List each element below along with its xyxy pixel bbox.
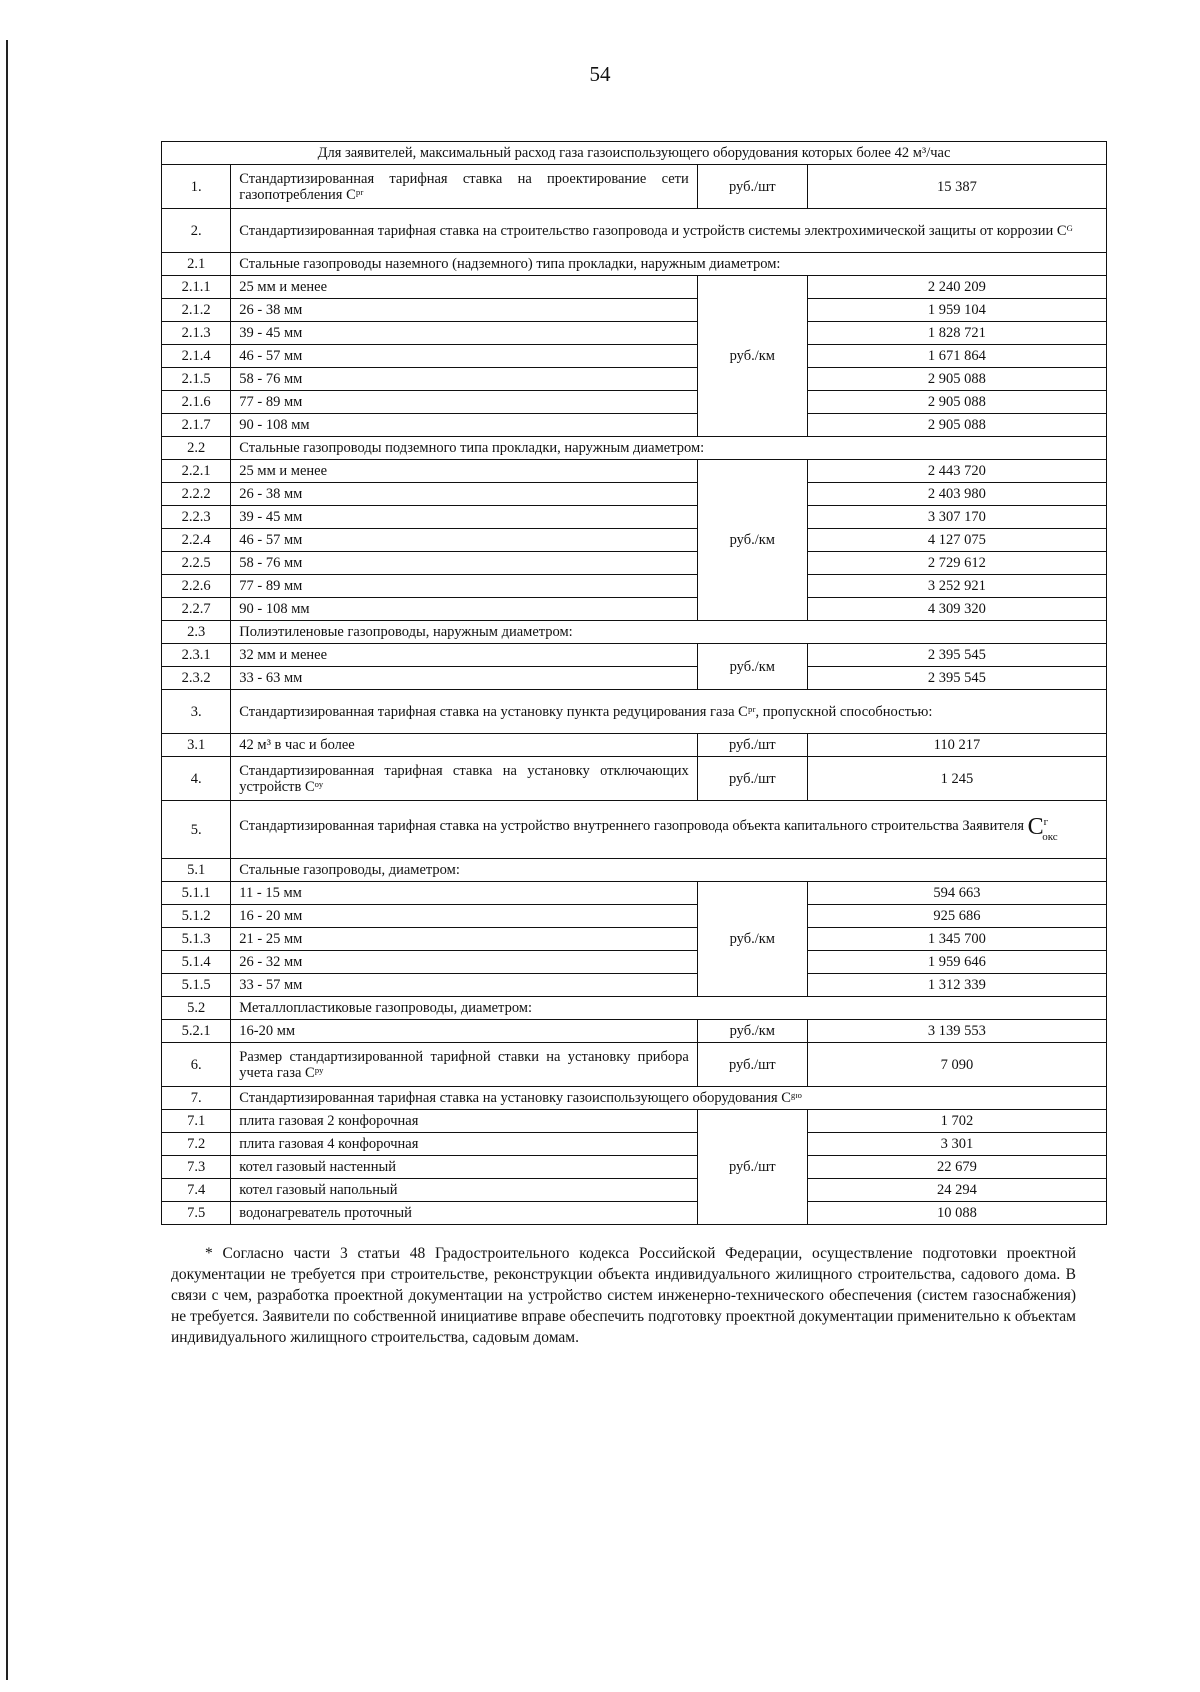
table-row <box>162 1020 1107 1043</box>
row-number: 5.1.4 <box>162 951 231 974</box>
row-number: 2.2.2 <box>162 483 231 506</box>
table-row <box>162 368 1107 391</box>
row-number: 5.1.3 <box>162 928 231 951</box>
row-number: 7.1 <box>162 1110 231 1133</box>
table-row <box>162 165 1107 209</box>
row-number: 5.1.5 <box>162 974 231 997</box>
table-header: Для заявителей, максимальный расход газа газоиспользующего оборудования которых более 42 м³/час <box>162 142 1107 165</box>
row-value: 1 312 339 <box>807 974 1106 997</box>
group-unit: руб./км <box>697 882 807 997</box>
table-row <box>162 644 1107 667</box>
footnote: * Согласно части 3 статьи 48 Градостроительного кодекса Российской Федерации, осуществление подготовки проектной документации не требуется при строительстве, реконструкции объекта индивидуального жилищного строительства, садового дома. В связи с чем, разработка проектной документации на устройство систем инженерно-технического обеспечения (систем газоснабжения) не требуется. Заявители по собственной инициативе вправе обеспечить подготовку проектной документации применительно к объектам индивидуального жилищного строительства, садовым домам. <box>171 1245 1076 1346</box>
group-unit: руб./км <box>697 644 807 690</box>
row-name: котел газовый напольный <box>231 1179 697 1202</box>
row-name: Стальные газопроводы, диаметром: <box>231 859 1107 882</box>
row-number: 2.2.7 <box>162 598 231 621</box>
tariff-table <box>161 141 1107 1225</box>
row-name: Металлопластиковые газопроводы, диаметром: <box>231 997 1107 1020</box>
scan-margin-line <box>6 40 8 1680</box>
row-name: 58 - 76 мм <box>231 552 697 575</box>
row-name: 77 - 89 мм <box>231 391 697 414</box>
row-name: 32 мм и менее <box>231 644 697 667</box>
row-unit: руб./шт <box>697 1043 807 1087</box>
row-unit: руб./шт <box>697 757 807 801</box>
row-number: 2.3.1 <box>162 644 231 667</box>
row-value: 2 395 545 <box>807 667 1106 690</box>
table-row <box>162 598 1107 621</box>
row-name: 39 - 45 мм <box>231 506 697 529</box>
table-row <box>162 1133 1107 1156</box>
row-value: 4 127 075 <box>807 529 1106 552</box>
row-number: 5.2 <box>162 997 231 1020</box>
row-name: 21 - 25 мм <box>231 928 697 951</box>
row-name: 16 - 20 мм <box>231 905 697 928</box>
row-name: котел газовый настенный <box>231 1156 697 1179</box>
table-row <box>162 345 1107 368</box>
rate-symbol-letter: C <box>1027 814 1044 841</box>
group-unit: руб./шт <box>697 1110 807 1225</box>
row-number: 2.3.2 <box>162 667 231 690</box>
row-number: 2.1.4 <box>162 345 231 368</box>
table-row <box>162 276 1107 299</box>
page-number: 54 <box>589 62 611 86</box>
row-name: 46 - 57 мм <box>231 529 697 552</box>
row-value: 1 959 104 <box>807 299 1106 322</box>
row-number: 2. <box>162 209 231 253</box>
group-unit: руб./км <box>697 276 807 437</box>
row-name: Стандартизированная тарифная ставка на устройство внутреннего газопровода объекта капитального строительства Заявителя <box>239 818 1025 835</box>
row-value: 15 387 <box>807 165 1106 209</box>
row-unit: руб./шт <box>697 734 807 757</box>
table-row <box>162 414 1107 437</box>
row-number: 2.1.3 <box>162 322 231 345</box>
row-name: плита газовая 4 конфорочная <box>231 1133 697 1156</box>
table-row <box>162 506 1107 529</box>
row-name: 25 мм и менее <box>231 460 697 483</box>
row-value: 2 905 088 <box>807 368 1106 391</box>
row-value: 1 702 <box>807 1110 1106 1133</box>
row-unit: руб./шт <box>697 165 807 209</box>
row-value: 110 217 <box>807 734 1106 757</box>
table-row <box>162 621 1107 644</box>
table-row <box>162 1043 1107 1087</box>
row-number: 2.2.3 <box>162 506 231 529</box>
row-number: 2.1 <box>162 253 231 276</box>
row-name: 25 мм и менее <box>231 276 697 299</box>
row-number: 2.2.6 <box>162 575 231 598</box>
row-name: плита газовая 2 конфорочная <box>231 1110 697 1133</box>
row-name: 33 - 57 мм <box>231 974 697 997</box>
table-row <box>162 667 1107 690</box>
row-value: 3 139 553 <box>807 1020 1106 1043</box>
row-number: 2.1.5 <box>162 368 231 391</box>
row-value: 4 309 320 <box>807 598 1106 621</box>
row-value: 2 403 980 <box>807 483 1106 506</box>
table-row <box>162 690 1107 734</box>
row-number: 5. <box>162 801 231 859</box>
rate-symbol-superscript: г <box>1043 816 1049 829</box>
row-name: Размер стандартизированной тарифной ставки на установку прибора учета газа Cᵖʸ <box>231 1043 697 1087</box>
table-row <box>162 757 1107 801</box>
table-row <box>162 734 1107 757</box>
table-row <box>162 997 1107 1020</box>
row-name: Стандартизированная тарифная ставка на проектирование сети газопотребления Cᵖʳ <box>231 165 697 209</box>
table-row <box>162 552 1107 575</box>
table-row <box>162 882 1107 905</box>
row-name: 11 - 15 мм <box>231 882 697 905</box>
table-row <box>162 460 1107 483</box>
row-name: 39 - 45 мм <box>231 322 697 345</box>
row-number: 2.1.2 <box>162 299 231 322</box>
row-number: 7.5 <box>162 1202 231 1225</box>
row-value: 594 663 <box>807 882 1106 905</box>
table-row <box>162 1156 1107 1179</box>
table-row <box>162 299 1107 322</box>
row-value: 2 729 612 <box>807 552 1106 575</box>
row-name: 90 - 108 мм <box>231 598 697 621</box>
table-row <box>162 859 1107 882</box>
row-name: Стандартизированная тарифная ставка на установку пункта редуцирования газа Cᵖʳ, пропускной способностью: <box>231 690 1107 734</box>
table-row <box>162 1110 1107 1133</box>
table-row <box>162 529 1107 552</box>
row-name: 90 - 108 мм <box>231 414 697 437</box>
row-value: 3 301 <box>807 1133 1106 1156</box>
table-row <box>162 483 1107 506</box>
row-value: 1 245 <box>807 757 1106 801</box>
row-unit: руб./км <box>697 1020 807 1043</box>
table-row <box>162 951 1107 974</box>
table-row <box>162 905 1107 928</box>
row-number: 2.2.1 <box>162 460 231 483</box>
row-name: 42 м³ в час и более <box>231 734 697 757</box>
row-number: 3. <box>162 690 231 734</box>
table-row <box>162 391 1107 414</box>
row-value: 1 828 721 <box>807 322 1106 345</box>
row-name: водонагреватель проточный <box>231 1202 697 1225</box>
table-row <box>162 209 1107 253</box>
row-value: 2 443 720 <box>807 460 1106 483</box>
table-row <box>162 253 1107 276</box>
row-number: 2.2 <box>162 437 231 460</box>
row-name: 26 - 38 мм <box>231 299 697 322</box>
row-value: 7 090 <box>807 1043 1106 1087</box>
table-row <box>162 1179 1107 1202</box>
row-number: 3.1 <box>162 734 231 757</box>
row-number: 4. <box>162 757 231 801</box>
row-number: 2.1.6 <box>162 391 231 414</box>
row-number: 7.4 <box>162 1179 231 1202</box>
row-value: 22 679 <box>807 1156 1106 1179</box>
table-row <box>162 322 1107 345</box>
row-name-container <box>231 801 1107 859</box>
row-number: 5.1.1 <box>162 882 231 905</box>
table-row <box>162 801 1107 859</box>
row-value: 2 905 088 <box>807 391 1106 414</box>
row-value: 1 959 646 <box>807 951 1106 974</box>
row-value: 1 345 700 <box>807 928 1106 951</box>
row-number: 7.3 <box>162 1156 231 1179</box>
row-value: 2 240 209 <box>807 276 1106 299</box>
row-number: 2.2.4 <box>162 529 231 552</box>
row-name: Стандартизированная тарифная ставка на установку газоиспользующего оборудования Cᵍᶦᵒ <box>231 1087 1107 1110</box>
tariff-table-body <box>162 142 1107 1225</box>
row-name: 16-20 мм <box>231 1020 697 1043</box>
row-name: Стальные газопроводы наземного (надземного) типа прокладки, наружным диаметром: <box>231 253 1107 276</box>
table-row <box>162 1087 1107 1110</box>
table-row <box>162 974 1107 997</box>
row-number: 6. <box>162 1043 231 1087</box>
row-value: 24 294 <box>807 1179 1106 1202</box>
row-value: 925 686 <box>807 905 1106 928</box>
row-name: 46 - 57 мм <box>231 345 697 368</box>
row-name: Стальные газопроводы подземного типа прокладки, наружным диаметром: <box>231 437 1107 460</box>
row-name: 33 - 63 мм <box>231 667 697 690</box>
row-name: 26 - 32 мм <box>231 951 697 974</box>
row-name: Полиэтиленовые газопроводы, наружным диаметром: <box>231 621 1107 644</box>
rate-symbol <box>1027 814 1058 843</box>
row-number: 1. <box>162 165 231 209</box>
row-value: 1 671 864 <box>807 345 1106 368</box>
row-number: 2.1.7 <box>162 414 231 437</box>
row-value: 2 395 545 <box>807 644 1106 667</box>
row-value: 3 307 170 <box>807 506 1106 529</box>
row-number: 5.2.1 <box>162 1020 231 1043</box>
row-name: Стандартизированная тарифная ставка на установку отключающих устройств Cᵒʸ <box>231 757 697 801</box>
row-number: 7.2 <box>162 1133 231 1156</box>
row-name: Стандартизированная тарифная ставка на строительство газопровода и устройств системы электрохимической защиты от коррозии Cᴳ <box>231 209 1107 253</box>
table-row <box>162 928 1107 951</box>
row-number: 5.1 <box>162 859 231 882</box>
row-name: 77 - 89 мм <box>231 575 697 598</box>
row-number: 2.3 <box>162 621 231 644</box>
row-name: 58 - 76 мм <box>231 368 697 391</box>
row-value: 2 905 088 <box>807 414 1106 437</box>
rate-symbol-subscript: окс <box>1042 830 1058 843</box>
row-value: 10 088 <box>807 1202 1106 1225</box>
row-number: 7. <box>162 1087 231 1110</box>
row-number: 5.1.2 <box>162 905 231 928</box>
table-row <box>162 1202 1107 1225</box>
row-number: 2.2.5 <box>162 552 231 575</box>
table-row <box>162 437 1107 460</box>
row-name: 26 - 38 мм <box>231 483 697 506</box>
table-row <box>162 575 1107 598</box>
group-unit: руб./км <box>697 460 807 621</box>
row-number: 2.1.1 <box>162 276 231 299</box>
row-value: 3 252 921 <box>807 575 1106 598</box>
